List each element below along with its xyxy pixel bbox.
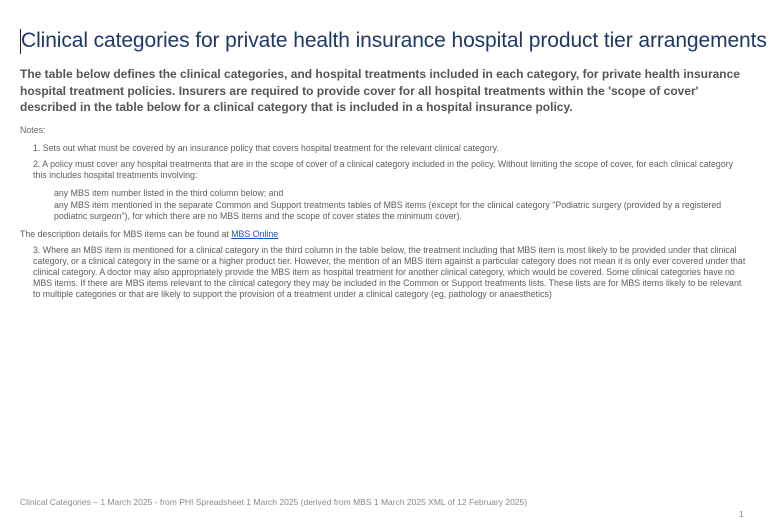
page-footer: Clinical Categories – 1 March 2025 - from PHI Spreadsheet 1 March 2025 (derived from MBS 1 March 2025 XML of 12 February 2025) <box>20 497 528 507</box>
notes-label: Notes: <box>20 125 46 135</box>
note-2-bullet-2: any MBS item mentioned in the separate Common and Support treatments tables of MBS items (except for the clinical category "Podiatric surgery (provided by a registered podiatric surgeon"), for which there are no MBS items and the scope of cover states the minimum cover). <box>54 200 722 221</box>
mbs-description-line <box>20 229 740 240</box>
note-3: 3. Where an MBS item is mentioned for a clinical category in the third column in the table below, the treatment including that MBS item is most likely to be provided under that clinical category, or a clinical category in the same or a higher product tier. However, the mention of an MBS item against a particular category does not mean it is only ever covered under that clinical category. A doctor may also appropriately provide the MBS item as hospital treatment for another clinical category, which would be covered. Some clinical categories have no MBS items. If there are MBS items relevant to the clinical category they may be included in the Common or Support treatments lists. These lists are for MBS items likely to be relevant to multiple categories or that are likely to support the provision of a treatment under a clinical category (eg, pathology or anaesthetics) <box>33 245 746 299</box>
mbs-online-link[interactable]: MBS Online <box>231 229 279 239</box>
page-title: Clinical categories for private health insurance hospital product tier arrangements <box>21 29 767 52</box>
intro-paragraph: The table below defines the clinical categories, and hospital treatments included in each category, for private health insurance hospital treatment policies. Insurers are required to provide cover for all hospital treatments within the 'scope of cover' described in the table below for a clinical category that is included in a hospital insurance policy. <box>20 67 740 114</box>
note-1: 1. Sets out what must be covered by an insurance policy that covers hospital treatment for the relevant clinical category. <box>33 143 499 153</box>
note-2-bullet-1: any MBS item number listed in the third column below; and <box>54 188 284 198</box>
page-number: 1 <box>739 509 744 519</box>
note-2: 2. A policy must cover any hospital treatments that are in the scope of cover of a clinical category included in the policy. Without limiting the scope of cover, for each clinical category this includes hospital treatments involving: <box>33 159 734 180</box>
mbs-description-text: The description details for MBS items can be found at <box>20 229 232 239</box>
